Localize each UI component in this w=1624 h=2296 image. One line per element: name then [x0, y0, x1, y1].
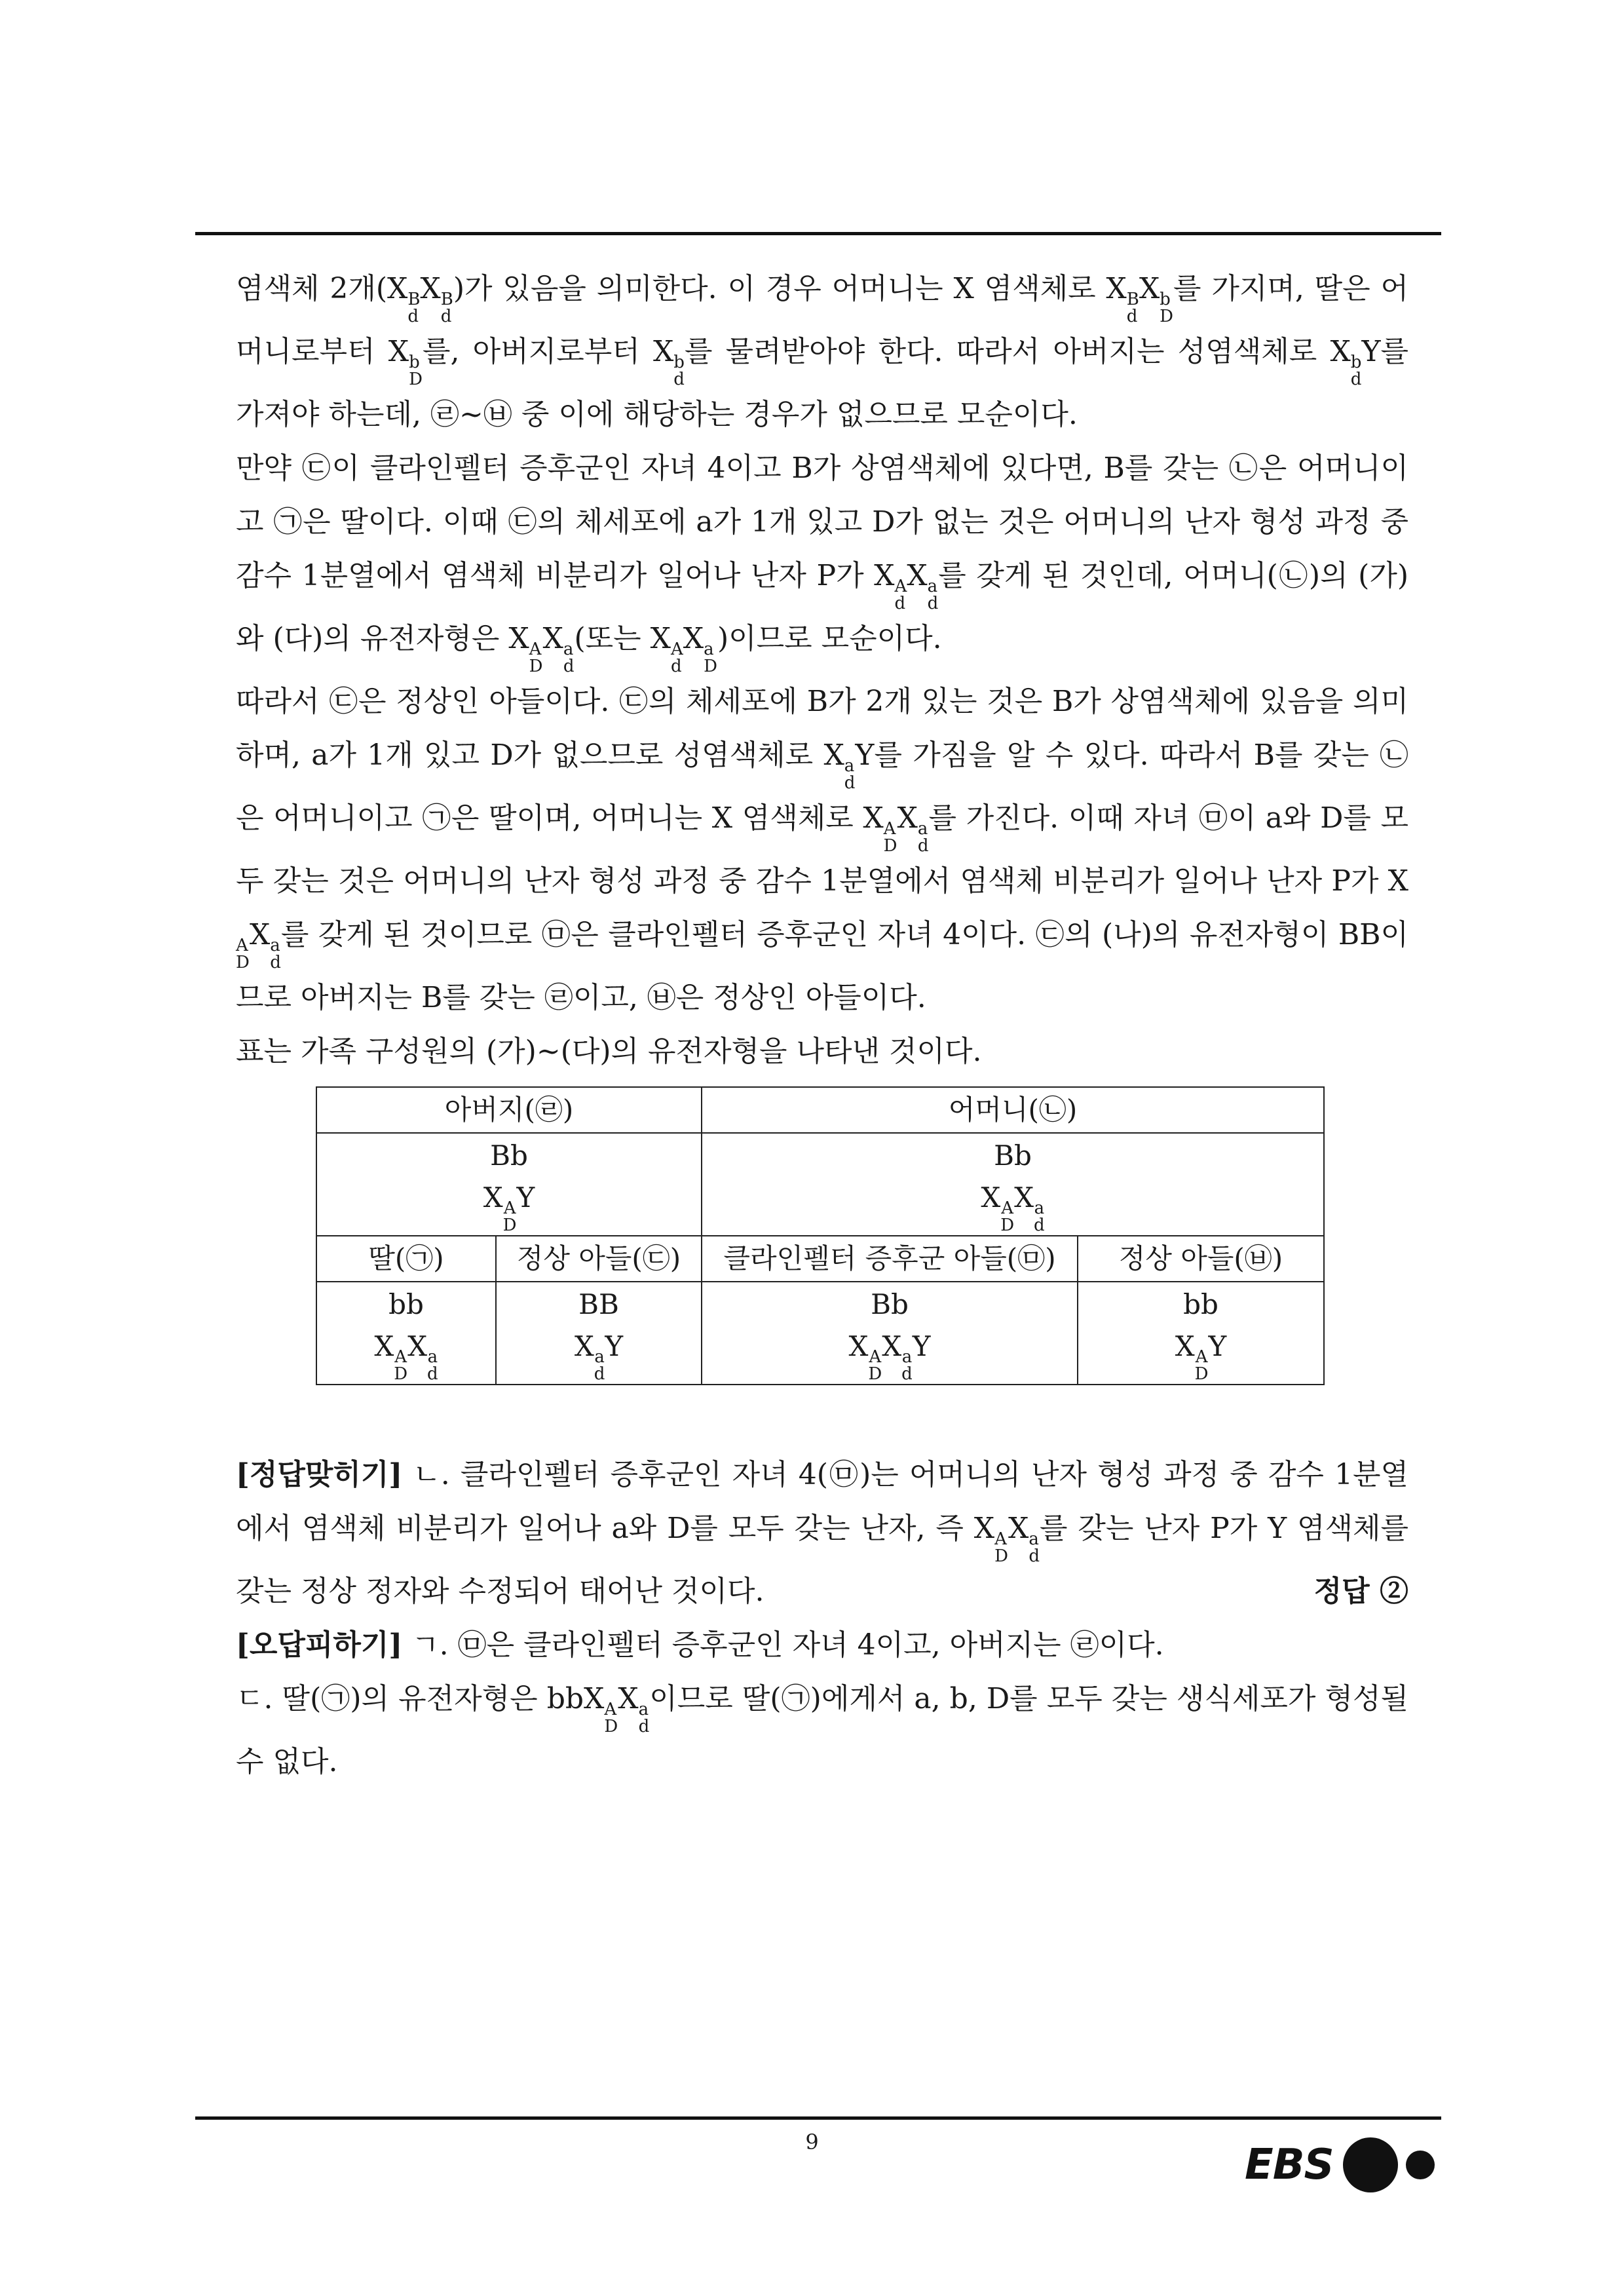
genotype-table	[316, 1086, 1325, 1385]
normal-son-genotype	[496, 1282, 702, 1385]
footer-rule	[195, 2116, 1441, 2120]
normal-son-2-header: 정상 아들(㉥)	[1078, 1236, 1324, 1282]
normal-son-2-b-genotype: bb	[1183, 1288, 1218, 1320]
klinefelter-son-genotype	[702, 1282, 1078, 1385]
father-x-genotype: X A D Y	[483, 1181, 535, 1235]
normal-son-b-genotype: BB	[578, 1288, 619, 1320]
normal-son-header: 정상 아들(㉢)	[496, 1236, 702, 1282]
daughter-b-genotype: bb	[388, 1288, 424, 1320]
wrong-answer-text-1: ㄱ. ㉤은 클라인펠터 증후군인 자녀 4이고, 아버지는 ㉣이다.	[411, 1628, 1164, 1662]
correct-answer-label: [정답맞히기]	[236, 1458, 403, 1491]
normal-son-x-genotype: X a d Y	[574, 1330, 624, 1384]
paragraph-1: 염색체 2개(X B d X B d )가 있음을 의미한다. 이 경우 어머니는 X 염색체로 X B d X b D 를 가지며, 딸은 어머니로부터 X b D 를, 아버지로부터 X b d 를 물려받아야 한다. 따라서 아버지는 성염색체로 X b d Y를 가져야 하는데, ㉣~㉥ 중 이에 해당하는 경우가 없으므로 모순이다.	[236, 272, 1408, 431]
father-b-genotype: Bb	[490, 1139, 528, 1172]
klinefelter-son-x-genotype: X A D X a d Y	[848, 1330, 931, 1384]
wrong-answer-paragraph	[236, 1618, 1408, 1672]
wrong-answer-paragraph-2: ㄷ. 딸(㉠)의 유전자형은 bbX A D X a d 이므로 딸(㉠)에게서 a, b, D를 모두 갖는 생식세포가 형성될 수 없다.	[236, 1682, 1409, 1778]
normal-son-2-x-genotype: X A D Y	[1175, 1330, 1227, 1384]
daughter-genotype	[316, 1282, 496, 1385]
correct-answer-text: ㄴ. 클라인펠터 증후군인 자녀 4(㉤)는 어머니의 난자 형성 과정 중 감수 1분열에서 염색체 비분리가 일어나 a와 D를 모두 갖는 난자, 즉 X A D X a d 를 갖는 난자 P가 Y 염색체를 갖는 정상 정자와 수정되어 태어난 것이다.	[236, 1458, 1409, 1608]
klinefelter-son-b-genotype: Bb	[871, 1288, 909, 1320]
paragraph-3: 따라서 ㉢은 정상인 아들이다. ㉢의 체세포에 B가 2개 있는 것은 B가 상염색체에 있음을 의미하며, a가 1개 있고 D가 없으므로 성염색체로 X a d Y를 가짐을 알 수 있다. 따라서 B를 갖는 ㉡은 어머니이고 ㉠은 딸이며, 어머니는 X 염색체로 X A D X a d 를 가진다. 이때 자녀 ㉤이 a와 D를 모두 갖는 것은 어머니의 난자 형성 과정 중 감수 1분열에서 염색체 비분리가 일어나 난자 P가 X A D X a d 를 갖게 된 것이므로 ㉤은 클라인펠터 증후군인 자녀 4이다. ㉢의 (나)의 유전자형이 BB이므로 아버지는 B를 갖는 ㉣이고, ㉥은 정상인 아들이다.	[236, 685, 1409, 1014]
logo-large-dot-icon	[1343, 2137, 1398, 2192]
daughter-x-genotype: X A D X a d	[374, 1330, 438, 1384]
klinefelter-son-header: 클라인펠터 증후군 아들(㉤)	[702, 1236, 1078, 1282]
document-body	[236, 262, 1408, 1789]
normal-son-2-genotype	[1078, 1282, 1324, 1385]
mother-genotype	[702, 1133, 1324, 1236]
father-genotype	[316, 1133, 702, 1236]
ebs-logo	[1245, 2137, 1435, 2192]
mother-b-genotype: Bb	[994, 1139, 1032, 1172]
correct-answer-paragraph	[236, 1448, 1408, 1618]
ebs-logo-text: EBS	[1245, 2141, 1334, 2189]
answer-badge: 정답 ②	[1313, 1575, 1408, 1608]
paragraph-2: 만약 ㉢이 클라인펠터 증후군인 자녀 4이고 B가 상염색체에 있다면, B를 갖는 ㉡은 어머니이고 ㉠은 딸이다. 이때 ㉢의 체세포에 a가 1개 있고 D가 없는 것은 어머니의 난자 형성 과정 중 감수 1분열에서 염색체 비분리가 일어나 난자 P가 X A d X a d 를 갖게 된 것인데, 어머니(㉡)의 (가)와 (다)의 유전자형은 X A D X a d (또는 X A d X a D )이므로 모순이다.	[236, 451, 1408, 676]
header-rule	[195, 232, 1441, 235]
logo-small-dot-icon	[1406, 2151, 1435, 2179]
page-number: 9	[805, 2130, 819, 2154]
daughter-header: 딸(㉠)	[316, 1236, 496, 1282]
mother-x-genotype: X A D X a d	[981, 1181, 1045, 1235]
father-header: 아버지(㉣)	[316, 1087, 702, 1133]
wrong-answer-label: [오답피하기]	[236, 1628, 403, 1662]
mother-header: 어머니(㉡)	[702, 1087, 1324, 1133]
paragraph-4: 표는 가족 구성원의 (가)~(다)의 유전자형을 나타낸 것이다.	[236, 1035, 982, 1068]
